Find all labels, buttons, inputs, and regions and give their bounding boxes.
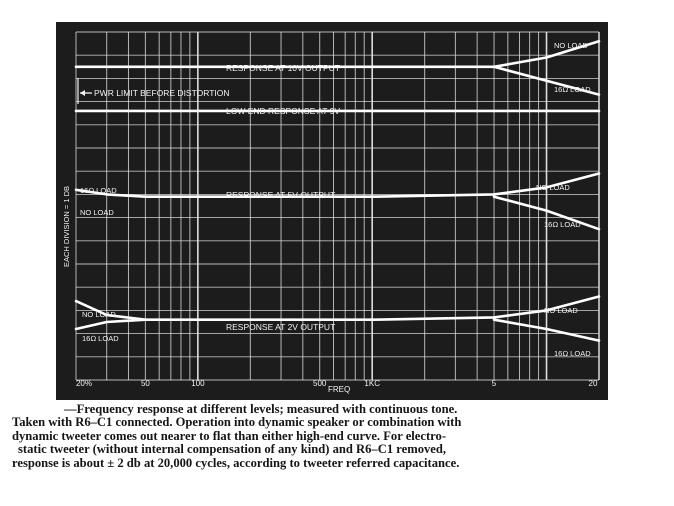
caption-line-5: response is about ± 2 db at 20,000 cycles, according to tweeter referred capacitance. — [12, 455, 460, 470]
x-tick-label: 100 — [191, 379, 205, 388]
x-tick-label: 5 — [491, 379, 497, 388]
label-low-end-9v: LOW END RESPONSE AT 9V — [226, 106, 340, 116]
x-tick-label: 20% — [75, 379, 93, 388]
grid — [76, 32, 599, 380]
figure-caption — [12, 403, 664, 470]
y-axis-title: EACH DIVISION = 1 DB — [62, 185, 71, 267]
series-line-6 — [76, 320, 145, 329]
x-tick-label: 1KC — [364, 379, 380, 388]
pwr-limit-arrowhead — [80, 90, 85, 96]
chart-plot-frame — [56, 22, 608, 400]
label-no-load-10v: NO LOAD — [554, 41, 588, 50]
frequency-response-chart — [56, 22, 608, 400]
caption-line-1: —Frequency response at different levels; measured with continuous tone. — [64, 402, 458, 416]
label-no-load-2v-left: NO LOAD — [82, 310, 116, 319]
label-load-10v: 16Ω LOAD — [554, 85, 591, 94]
label-load-5v-left: 16Ω LOAD — [80, 186, 117, 195]
label-load-2v-right: 16Ω LOAD — [554, 349, 591, 358]
x-tick-label: 50 — [140, 379, 150, 388]
label-no-load-5v-right: NO LOAD — [536, 183, 570, 192]
label-response-10v: RESPONSE AT 10V OUTPUT — [226, 63, 340, 73]
x-tick-label: 500 — [313, 379, 327, 388]
series-line-3 — [76, 174, 599, 197]
caption-line-4: static tweeter (without internal compensation of any kind) and R6–C1 removed, — [18, 442, 447, 457]
label-load-5v-right: 16Ω LOAD — [544, 220, 581, 229]
series-group — [76, 41, 599, 340]
x-tick-label: 20 — [588, 379, 598, 388]
label-no-load-2v-right: NO LOAD — [544, 306, 578, 315]
caption-line-3: dynamic tweeter comes out nearer to flat than either high-end curve. For electro- — [12, 428, 447, 443]
label-response-2v: RESPONSE AT 2V OUTPUT — [226, 322, 336, 332]
label-no-load-5v-left: NO LOAD — [80, 208, 114, 217]
x-axis-title: FREQ — [328, 385, 351, 394]
series-line-5 — [76, 297, 599, 320]
label-response-5v: RESPONSE AT 5V OUTPUT — [226, 190, 336, 200]
label-load-2v-left: 16Ω LOAD — [82, 334, 119, 343]
caption-line-2: Taken with R6–C1 connected. Operation into dynamic speaker or combination with — [12, 415, 462, 430]
label-pwr-limit: PWR LIMIT BEFORE DISTORTION — [94, 88, 230, 98]
